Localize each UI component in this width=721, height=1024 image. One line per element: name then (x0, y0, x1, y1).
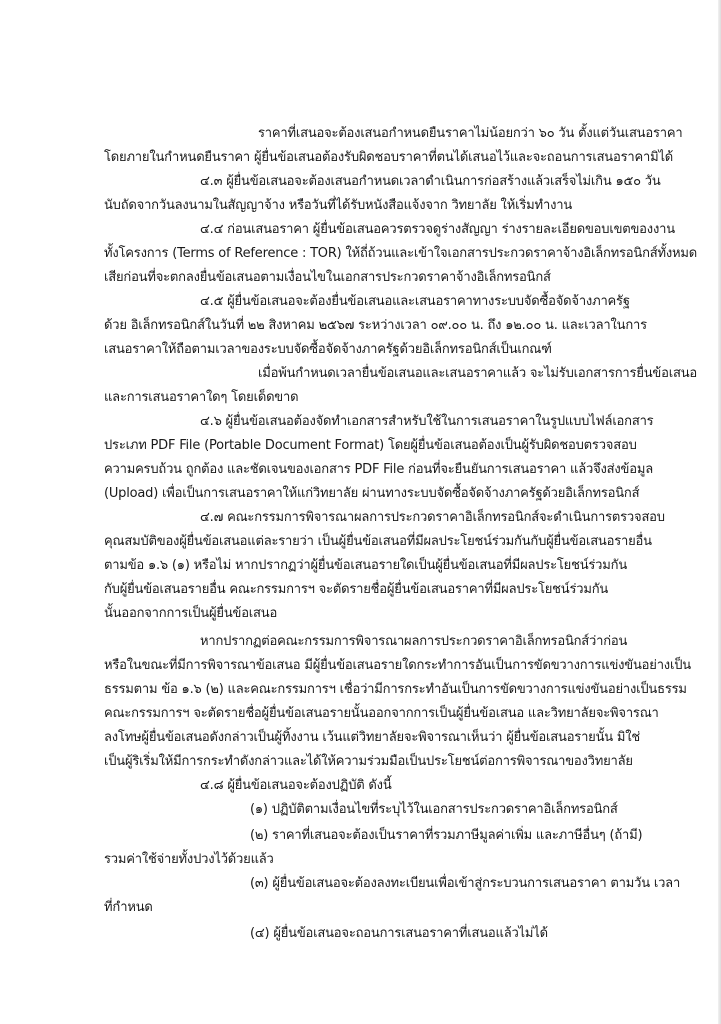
text-line: ธรรมตาม ข้อ ๑.๖ (๒) และคณะกรรมการฯ เชื่อว่ามีการกระทำอันเป็นการขัดขวางการแข่งขันอย่างเป็นธรรม (104, 682, 687, 697)
text-line: ๔.๔ ก่อนเสนอราคา ผู้ยื่นข้อเสนอควรตรวจดูร่างสัญญา ร่างรายละเอียดขอบเขตของงาน (200, 222, 675, 237)
text-line: (๓) ผู้ยื่นข้อเสนอจะต้องลงทะเบียนเพื่อเข้าสู่กระบวนการเสนอราคา ตามวัน เวลา (250, 876, 681, 891)
text-line: เป็นผู้ริเริ่มให้มีการกระทำดังกล่าวและได้ให้ความร่วมมือเป็นประโยชน์ต่อการพิจารณาของวิทยาลัย (104, 754, 633, 769)
text-line: คุณสมบัติของผู้ยื่นข้อเสนอแต่ละรายว่า เป็นผู้ยื่นข้อเสนอที่มีผลประโยชน์ร่วมกันกับผู้ยื่นข้อเสนอรายอื่น (104, 534, 652, 549)
text-line: ๔.๘ ผู้ยื่นข้อเสนอจะต้องปฏิบัติ ดังนี้ (200, 778, 392, 793)
text-line: ด้วย อิเล็กทรอนิกส์ในวันที่ ๒๒ สิงหาคม ๒๕๖๗ ระหว่างเวลา ๐๙.๐๐ น. ถึง ๑๒.๐๐ น. และเวลาในการ (104, 318, 647, 333)
text-line: ที่กำหนด (104, 900, 153, 915)
text-line: (๒) ราคาที่เสนอจะต้องเป็นราคาที่รวมภาษีมูลค่าเพิ่ม และภาษีอื่นๆ (ถ้ามี) (250, 828, 643, 843)
text-line: หากปรากฏต่อคณะกรรมการพิจารณาผลการประกวดราคาอิเล็กทรอนิกส์ว่าก่อน (200, 634, 628, 649)
text-line: (๔) ผู้ยื่นข้อเสนอจะถอนการเสนอราคาที่เสนอแล้วไม่ได้ (250, 926, 548, 941)
text-line: ๔.๓ ผู้ยื่นข้อเสนอจะต้องเสนอกำหนดเวลาดำเนินการก่อสร้างแล้วเสร็จไม่เกิน ๑๕๐ วัน (200, 174, 661, 189)
text-line: ๔.๗ คณะกรรมการพิจารณาผลการประกวดราคาอิเล็กทรอนิกส์จะดำเนินการตรวจสอบ (200, 510, 665, 525)
text-line: นั้นออกจากการเป็นผู้ยื่นข้อเสนอ (104, 606, 278, 621)
text-line: หรือในขณะที่มีการพิจารณาข้อเสนอ มีผู้ยื่นข้อเสนอรายใดกระทำการอันเป็นการขัดขวางการแข่งขันอย่างเป็น (104, 658, 691, 673)
text-line: รวมค่าใช้จ่ายทั้งปวงไว้ด้วยแล้ว (104, 852, 274, 867)
text-line: ๔.๕ ผู้ยื่นข้อเสนอจะต้องยื่นข้อเสนอและเสนอราคาทางระบบจัดซื้อจัดจ้างภาครัฐ (200, 294, 630, 309)
text-line: เมื่อพ้นกำหนดเวลายื่นข้อเสนอและเสนอราคาแล้ว จะไม่รับเอกสารการยื่นข้อเสนอ (258, 366, 697, 381)
text-line: และการเสนอราคาใดๆ โดยเด็ดขาด (104, 390, 299, 405)
text-line: ทั้งโครงการ (Terms of Reference : TOR) ให้ถี่ถ้วนและเข้าใจเอกสารประกวดราคาจ้างอิเล็กทรอนิกส์ทั้งหมด (104, 246, 697, 261)
text-line: (๑) ปฏิบัติตามเงื่อนไขที่ระบุไว้ในเอกสารประกวดราคาอิเล็กทรอนิกส์ (250, 802, 618, 817)
text-line: ๔.๖ ผู้ยื่นข้อเสนอต้องจัดทำเอกสารสำหรับใช้ในการเสนอราคาในรูปแบบไฟล์เอกสาร (200, 414, 654, 429)
text-line: โดยภายในกำหนดยืนราคา ผู้ยื่นข้อเสนอต้องรับผิดชอบราคาที่ตนได้เสนอไว้และจะถอนการเสนอราคามิได้ (104, 150, 674, 165)
text-line: ตามข้อ ๑.๖ (๑) หรือไม่ หากปรากฏว่าผู้ยื่นข้อเสนอรายใดเป็นผู้ยื่นข้อเสนอที่มีผลประโยชน์ร่วมกัน (104, 558, 628, 573)
text-line: กับผู้ยื่นข้อเสนอรายอื่น คณะกรรมการฯ จะตัดรายชื่อผู้ยื่นข้อเสนอราคาที่มีผลประโยชน์ร่วมกัน (104, 582, 609, 597)
text-line: คณะกรรมการฯ จะตัดรายชื่อผู้ยื่นข้อเสนอรายนั้นออกจากการเป็นผู้ยื่นข้อเสนอ และวิทยาลัยจะพิจารณา (104, 706, 659, 721)
text-line: เสนอราคาให้ถือตามเวลาของระบบจัดซื้อจัดจ้างภาครัฐด้วยอิเล็กทรอนิกส์เป็นเกณฑ์ (104, 342, 552, 357)
text-line: ราคาที่เสนอจะต้องเสนอกำหนดยืนราคาไม่น้อยกว่า ๖๐ วัน ตั้งแต่วันเสนอราคา (258, 126, 683, 141)
text-line: (Upload) เพื่อเป็นการเสนอราคาให้แก่วิทยาลัย ผ่านทางระบบจัดซื้อจัดจ้างภาครัฐด้วยอิเล็กทรอนิกส์ (104, 486, 640, 501)
text-line: ประเภท PDF File (Portable Document Format) โดยผู้ยื่นข้อเสนอต้องเป็นผู้รับผิดชอบตรวจสอบ (104, 438, 637, 453)
text-line: ลงโทษผู้ยื่นข้อเสนอดังกล่าวเป็นผู้ทิ้งงาน เว้นแต่วิทยาลัยจะพิจารณาเห็นว่า ผู้ยื่นข้อเสนอรายนั้น มิใช่ (104, 730, 641, 745)
text-line: นับถัดจากวันลงนามในสัญญาจ้าง หรือวันที่ได้รับหนังสือแจ้งจาก วิทยาลัย ให้เริ่มทำงาน (104, 198, 573, 213)
text-line: ความครบถ้วน ถูกต้อง และชัดเจนของเอกสาร PDF File ก่อนที่จะยืนยันการเสนอราคา แล้วจึงส่งข้อมูล (104, 462, 653, 477)
text-line: เสียก่อนที่จะตกลงยื่นข้อเสนอตามเงื่อนไขในเอกสารประกวดราคาจ้างอิเล็กทรอนิกส์ (104, 270, 551, 285)
